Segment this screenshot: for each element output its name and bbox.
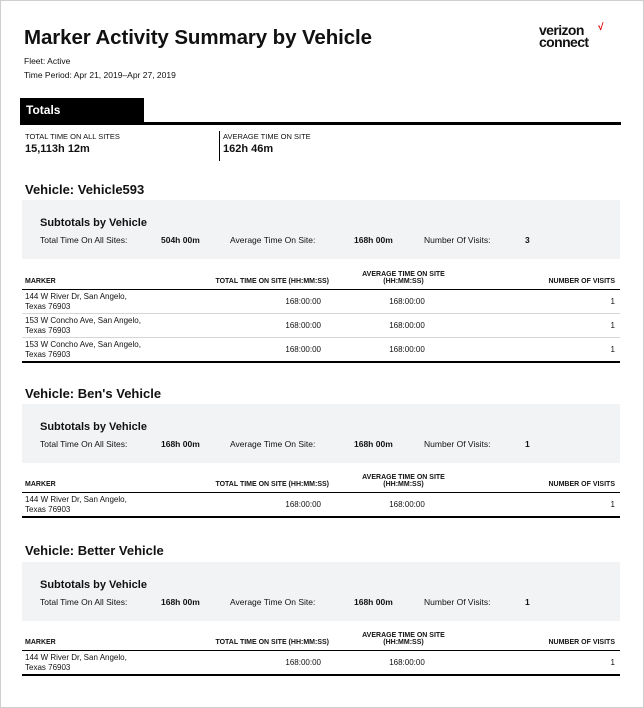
total-time-value: 15,113h 12m [25,143,90,155]
logo-check-icon: √ [598,22,603,33]
marker-address-line2: Texas 76903 [25,301,71,311]
col-marker-header: MARKER [22,624,178,651]
marker-table [22,466,620,518]
table-header-row [22,466,620,493]
visits-cell: 1 [475,493,620,518]
col-marker-header: MARKER [22,466,178,493]
subtotal-avg-time-value: 168h 00m [354,439,393,449]
col-total-time-header: TOTAL TIME ON SITE (HH:MM:SS) [178,466,334,493]
avg-time-cell: 168:00:00 [334,493,475,518]
table-row [22,338,620,363]
vehicle-subtotals [22,200,620,259]
col-total-time-header: TOTAL TIME ON SITE (HH:MM:SS) [178,624,334,651]
col-total-time-header: TOTAL TIME ON SITE (HH:MM:SS) [178,263,334,290]
visits-cell: 1 [475,651,620,676]
col-visits-header: NUMBER OF VISITS [475,624,620,651]
marker-table [22,263,620,363]
table-row [22,290,620,314]
average-time-value: 162h 46m [223,143,274,155]
subtotal-total-time-value: 504h 00m [161,235,200,245]
col-avg-time-header-line2: (HH:MM:SS) [383,481,424,488]
total-time-cell: 168:00:00 [178,651,334,676]
col-avg-time-header-line1: AVERAGE TIME ON SITE [362,632,445,639]
visits-cell: 1 [475,290,620,314]
marker-address-line1: 144 W River Dr, San Angelo, [25,653,127,662]
marker-address-line1: 153 W Concho Ave, San Angelo, [25,340,141,349]
marker-address-line2: Texas 76903 [25,349,71,359]
col-avg-time-header-line2: (HH:MM:SS) [383,639,424,646]
page-title: Marker Activity Summary by Vehicle [24,26,372,49]
col-visits-header: NUMBER OF VISITS [475,263,620,290]
total-time-cell: 168:00:00 [178,493,334,518]
visits-cell: 1 [475,314,620,338]
marker-address-line2: Texas 76903 [25,325,71,335]
avg-time-cell: 168:00:00 [334,290,475,314]
col-avg-time-header [334,624,475,651]
subtotals-title: Subtotals by Vehicle [40,217,147,229]
logo-verizon-text: verizon [539,22,584,38]
totals-tab: Totals [20,98,144,122]
table-row [22,314,620,338]
totals-divider [219,131,220,161]
subtotal-visits-value: 3 [525,235,530,245]
col-avg-time-header-line1: AVERAGE TIME ON SITE [362,271,445,278]
avg-time-cell: 168:00:00 [334,338,475,363]
verizon-connect-logo [539,24,609,48]
col-avg-time-header [334,466,475,493]
avg-time-cell: 168:00:00 [334,651,475,676]
fleet-label: Fleet: Active [24,56,71,66]
marker-cell [22,314,178,338]
marker-address-line1: 144 W River Dr, San Angelo, [25,292,127,301]
subtotal-avg-time-label: Average Time On Site: [230,597,316,607]
vehicle-subtotals [22,404,620,463]
subtotal-avg-time-value: 168h 00m [354,235,393,245]
subtotal-total-time-value: 168h 00m [161,597,200,607]
marker-address-line2: Texas 76903 [25,504,71,514]
time-period-label: Time Period: Apr 21, 2019–Apr 27, 2019 [24,70,176,80]
subtotal-visits-label: Number Of Visits: [424,439,491,449]
table-header-row [22,263,620,290]
vehicle-title: Vehicle: Better Vehicle [25,543,164,558]
vehicle-title: Vehicle: Vehicle593 [25,182,145,197]
subtotal-total-time-label: Total Time On All Sites: [40,597,128,607]
total-time-cell: 168:00:00 [178,290,334,314]
average-time-label: AVERAGE TIME ON SITE [223,132,311,141]
totals-header-bar [20,98,621,125]
subtotal-visits-label: Number Of Visits: [424,597,491,607]
col-marker-header: MARKER [22,263,178,290]
marker-address-line1: 153 W Concho Ave, San Angelo, [25,316,141,325]
total-time-cell: 168:00:00 [178,314,334,338]
table-row [22,651,620,676]
avg-time-cell: 168:00:00 [334,314,475,338]
subtotal-visits-value: 1 [525,597,530,607]
subtotals-title: Subtotals by Vehicle [40,579,147,591]
table-header-row [22,624,620,651]
marker-cell [22,338,178,363]
marker-address-line2: Texas 76903 [25,662,71,672]
marker-cell [22,651,178,676]
subtotal-total-time-label: Total Time On All Sites: [40,235,128,245]
table-row [22,493,620,518]
total-time-label: TOTAL TIME ON ALL SITES [25,132,120,141]
visits-cell: 1 [475,338,620,363]
marker-table [22,624,620,676]
subtotal-visits-label: Number Of Visits: [424,235,491,245]
marker-cell [22,493,178,518]
subtotal-avg-time-label: Average Time On Site: [230,235,316,245]
col-avg-time-header [334,263,475,290]
marker-address-line1: 144 W River Dr, San Angelo, [25,495,127,504]
col-avg-time-header-line2: (HH:MM:SS) [383,278,424,285]
subtotal-avg-time-label: Average Time On Site: [230,439,316,449]
subtotal-total-time-value: 168h 00m [161,439,200,449]
logo-connect-text: connect [539,34,589,50]
average-time-block [223,132,311,155]
col-visits-header: NUMBER OF VISITS [475,466,620,493]
col-avg-time-header-line1: AVERAGE TIME ON SITE [362,474,445,481]
marker-cell [22,290,178,314]
subtotal-visits-value: 1 [525,439,530,449]
vehicle-title: Vehicle: Ben's Vehicle [25,386,162,401]
total-time-block [25,132,120,155]
subtotal-avg-time-value: 168h 00m [354,597,393,607]
total-time-cell: 168:00:00 [178,338,334,363]
subtotals-title: Subtotals by Vehicle [40,421,147,433]
subtotal-total-time-label: Total Time On All Sites: [40,439,128,449]
vehicle-subtotals [22,562,620,621]
